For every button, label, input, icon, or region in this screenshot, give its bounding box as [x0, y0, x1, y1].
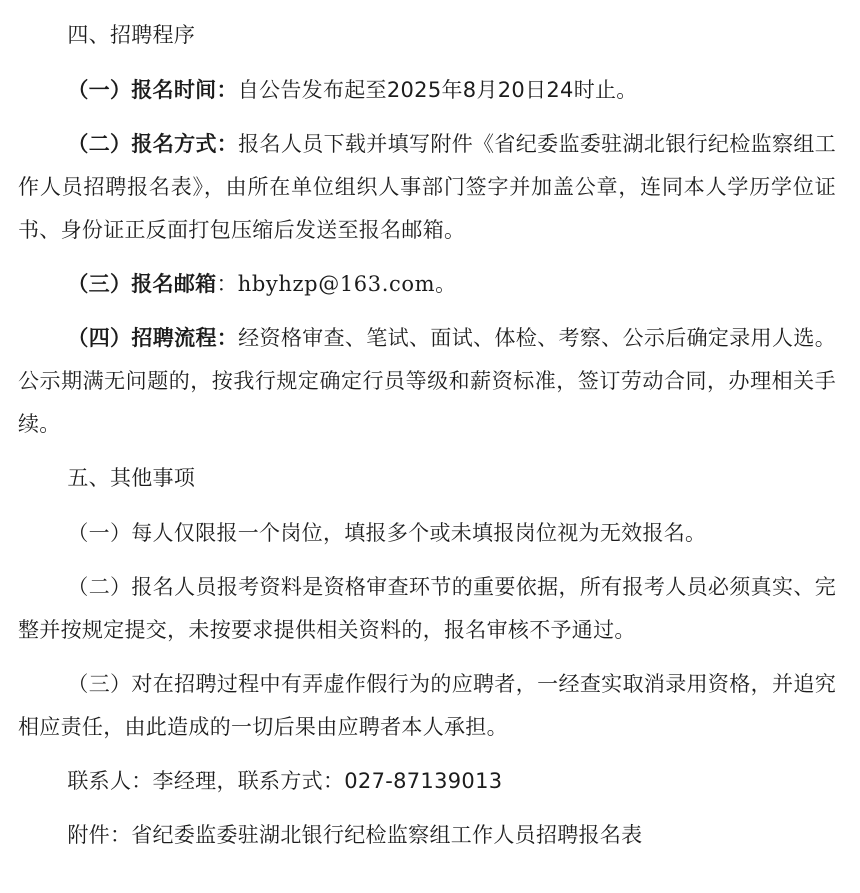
other-matter-3: （三）对在招聘过程中有弄虚作假行为的应聘者，一经查实取消录用资格，并追究相应责任，由此造成的一切后果由应聘者本人承担。 — [18, 672, 836, 739]
registration-method-label: （二）报名方式： — [67, 132, 239, 156]
registration-email-colon: ： — [216, 272, 238, 296]
recruitment-process-label: （四）招聘流程： — [67, 326, 239, 350]
section-heading-other-matters: 五、其他事项 — [67, 466, 196, 490]
other-matter-1: （一）每人仅限报一个岗位，填报多个或未填报岗位视为无效报名。 — [67, 521, 707, 545]
registration-email-label: （三）报名邮箱 — [67, 272, 217, 296]
section-heading-procedure: 四、招聘程序 — [67, 23, 196, 47]
registration-email-end: 。 — [435, 272, 457, 296]
registration-time-text: 自公告发布起至2025年8月20日24时止。 — [237, 78, 638, 102]
registration-email-address[interactable]: hbyhzp@163.com — [237, 272, 436, 296]
registration-email-paragraph — [18, 263, 836, 306]
registration-time-label: （一）报名时间： — [67, 78, 238, 102]
recruitment-process-text: 经资格审查、笔试、面试、体检、考察、公示后确定录用人选。公示期满无问题的，按我行规定确定行员等级和薪资标准，签订劳动合同，办理相关手续。 — [18, 326, 836, 436]
registration-method-paragraph — [18, 123, 836, 252]
other-matter-2: （二）报名人员报考资料是资格审查环节的重要依据，所有报考人员必须真实、完整并按规定提交，未按要求提供相关资料的，报名审核不予通过。 — [18, 575, 836, 642]
contact-info: 联系人：李经理，联系方式：027-87139013 — [67, 769, 503, 793]
attachment-line: 附件：省纪委监委驻湖北银行纪检监察组工作人员招聘报名表 — [67, 823, 643, 847]
recruitment-process-paragraph — [18, 317, 836, 446]
registration-method-text: 报名人员下载并填写附件《省纪委监委驻湖北银行纪检监察组工作人员招聘报名表》，由所在单位组织人事部门签字并加盖公章，连同本人学历学位证书、身份证正反面打包压缩后发送至报名邮箱。 — [18, 132, 836, 242]
registration-time-paragraph — [18, 69, 836, 112]
